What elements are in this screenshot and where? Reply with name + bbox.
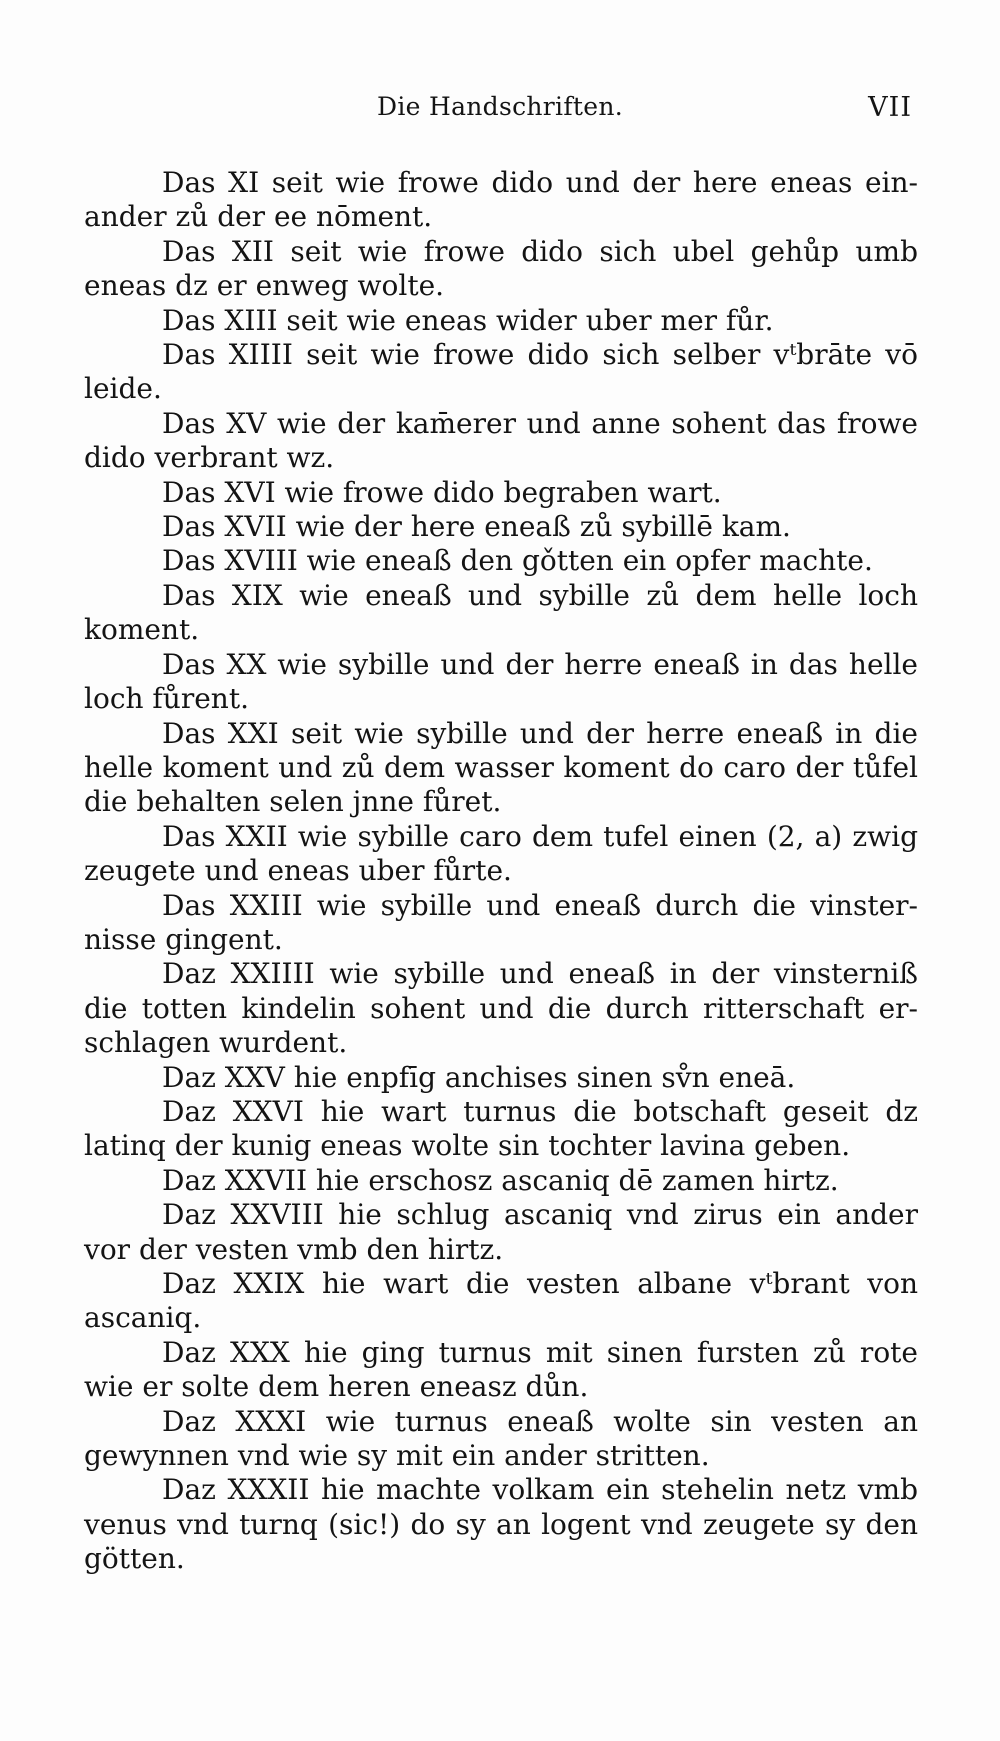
chapter-entry-22: Das XXII wie sybille caro dem tufel einen (2, a) zwig zeugete und eneas uber fůrte. [84,819,918,888]
chapter-entry-11: Das XI seit wie frowe dido und der here eneas ein-ander zů der ee nōment. [84,166,918,234]
chapter-entry-12: Das XII seit wie frowe dido sich ubel gehůp umb eneas dz er enweg wolte. [84,234,918,303]
running-head-title: Die Handschriften. [376,92,623,121]
chapter-entry-31: Daz XXXI wie turnus eneaß wolte sin vesten an gewynnen vnd wie sy mit ein ander stritten. [84,1404,918,1473]
chapter-entry-26: Daz XXVI hie wart turnus die botschaft geseit dz latinq der kunig eneas wolte sin tochter lavina geben. [84,1094,918,1163]
chapter-entry-24: Daz XXIIII wie sybille und eneaß in der vinsterniß die totten kindelin sohent und die durch ritterschaft er-schlagen wurdent. [84,957,918,1060]
chapter-entry-17: Das XVII wie der here eneaß zů sybillē kam. [162,510,791,544]
chapter-entry-30: Daz XXX hie ging turnus mit sinen fursten zů rote wie er solte dem heren eneasz důn. [84,1335,918,1404]
chapter-entry-29: Daz XXIX hie wart die vesten albane vᵗbrant von ascaniq. [84,1267,918,1335]
chapter-entry-27: Daz XXVII hie erschosz ascaniq dē zamen hirtz. [162,1163,839,1197]
chapter-entry-32: Daz XXXII hie machte volkam ein stehelin netz vmb venus vnd turnq (sic!) do sy an logent vnd zeugete sy den götten. [84,1473,918,1576]
chapter-entry-15: Das XV wie der kam̄erer und anne sohent das frowe dido verbrant wz. [84,406,918,475]
chapter-entry-19: Das XIX wie eneaß und sybille zů dem helle loch koment. [84,578,918,647]
chapter-entry-21: Das XXI seit wie sybille und der herre eneaß in die helle koment und zů dem wasser koment do caro der tůfel die behalten selen jnne fůret. [84,716,918,819]
page-number: VII [868,92,912,123]
chapter-entry-25: Daz XXV hie enpfīg anchises sinen sv̊n eneā. [162,1060,796,1094]
chapter-list [84,166,918,1577]
chapter-entry-16: Das XVI wie frowe dido begraben wart. [162,475,722,509]
chapter-entry-13: Das XIII seit wie eneas wider uber mer fůr. [162,303,774,337]
chapter-entry-23: Das XXIII wie sybille und eneaß durch die vinster-nisse gingent. [84,888,918,956]
chapter-entry-14: Das XIIII seit wie frowe dido sich selber vᵗbrāte vō leide. [84,338,918,406]
chapter-entry-28: Daz XXVIII hie schlug ascaniq vnd zirus ein ander vor der vesten vmb den hirtz. [84,1198,918,1266]
running-head [0,92,1000,132]
chapter-entry-20: Das XX wie sybille und der herre eneaß in das helle loch fůrent. [84,647,918,716]
chapter-entry-18: Das XVIII wie eneaß den gǒtten ein opfer machte. [162,544,873,578]
